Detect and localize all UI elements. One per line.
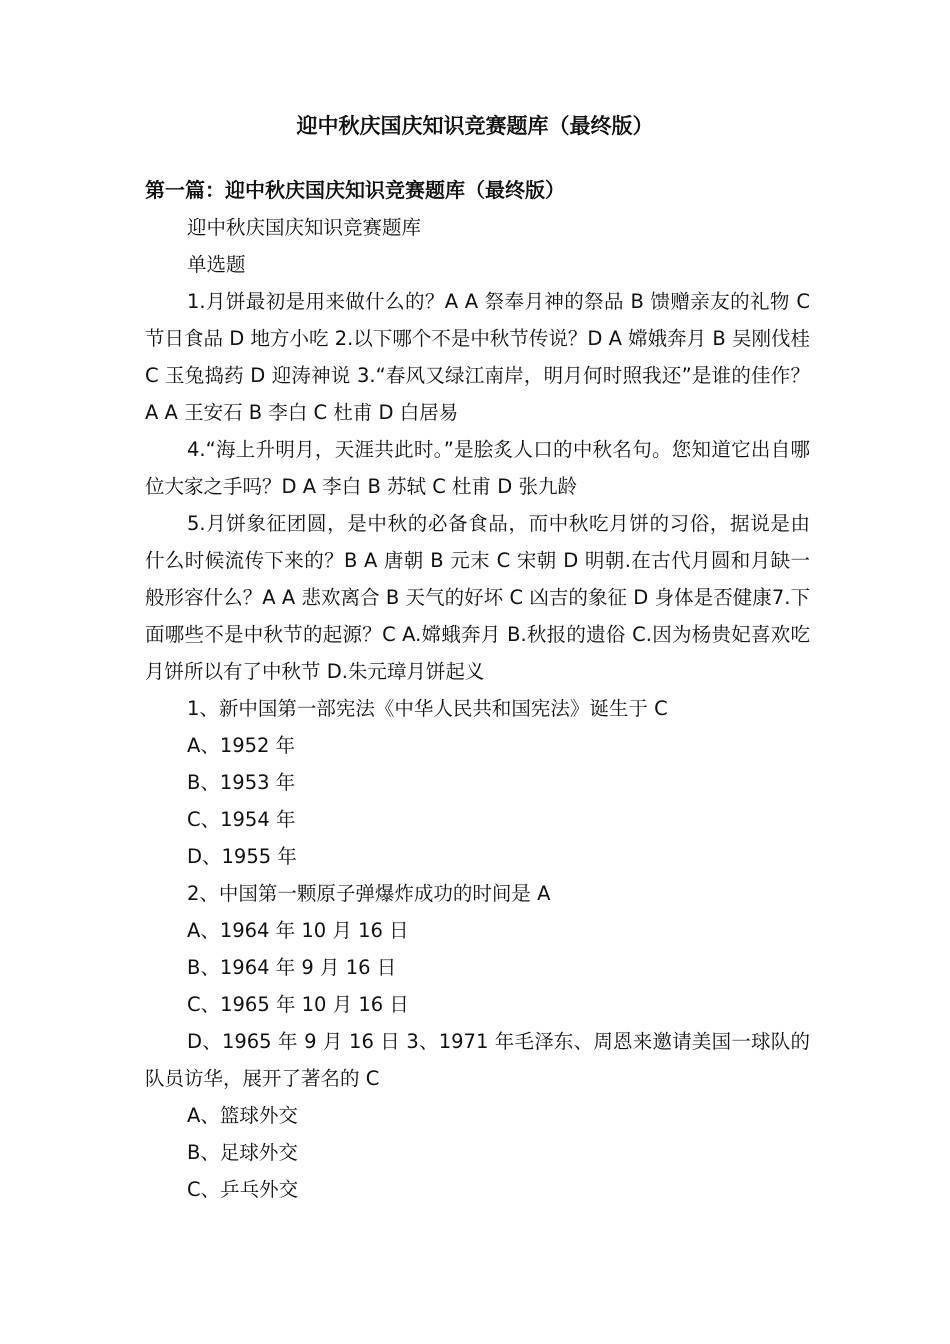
- document-body: [145, 209, 810, 1208]
- section-heading: 第一篇：迎中秋庆国庆知识竞赛题库（最终版）: [145, 178, 565, 202]
- paragraph-option: B、1953 年: [187, 771, 296, 794]
- paragraph-question: 1、新中国第一部宪法《中华人民共和国宪法》诞生于 C: [187, 697, 668, 720]
- paragraph-option: A、1964 年 10 月 16 日: [187, 919, 409, 942]
- document-title: 迎中秋庆国庆知识竞赛题库（最终版）: [296, 114, 654, 138]
- paragraph-question: 5.月饼象征团圆，是中秋的必备食品，而中秋吃月饼的习俗，据说是由什么时候流传下来的？B A 唐朝 B 元末 C 宋朝 D 明朝.在古代月圆和月缺一般形容什么？A A 悲欢离合 B 天气的好坏 C 凶吉的象征 D 身体是否健康7.下面哪些不是中秋节的起源？C A.嫦蛾奔月 B.秋报的遗俗 C.因为杨贵妃喜欢吃月饼所以有了中秋节 D.朱元璋月饼起义: [145, 512, 810, 683]
- paragraph-option: B、1964 年 9 月 16 日: [187, 956, 397, 979]
- paragraph-option: A、1952 年: [187, 734, 296, 757]
- paragraph-question: 2、中国第一颗原子弹爆炸成功的时间是 A: [187, 882, 551, 905]
- paragraph-option: B、足球外交: [187, 1141, 298, 1164]
- paragraph-option: D、1955 年: [187, 845, 297, 868]
- paragraph-option: A、篮球外交: [187, 1104, 298, 1127]
- paragraph-question-type: 单选题: [187, 253, 246, 276]
- paragraph-option: C、乒乓外交: [187, 1178, 299, 1201]
- paragraph-question: D、1965 年 9 月 16 日 3、1971 年毛泽东、周恩来邀请美国一球队的队员访华，展开了著名的 C: [145, 1030, 810, 1090]
- paragraph-subtitle: 迎中秋庆国庆知识竞赛题库: [187, 216, 422, 239]
- paragraph-option: C、1954 年: [187, 808, 296, 831]
- paragraph-option: C、1965 年 10 月 16 日: [187, 993, 409, 1016]
- paragraph-question: 4.“海上升明月，天涯共此时。”是脍炙人口的中秋名句。您知道它出自哪位大家之手吗？D A 李白 B 苏轼 C 杜甫 D 张九龄: [145, 438, 810, 498]
- paragraph-question: 1.月饼最初是用来做什么的？A A 祭奉月神的祭品 B 馈赠亲友的礼物 C 节日食品 D 地方小吃 2.以下哪个不是中秋节传说？D A 嫦娥奔月 B 吴刚伐桂 C 玉兔捣药 D 迎涛神说 3.“春风又绿江南岸，明月何时照我还”是谁的佳作？A A 王安石 B 李白 C 杜甫 D 白居易: [145, 290, 810, 424]
